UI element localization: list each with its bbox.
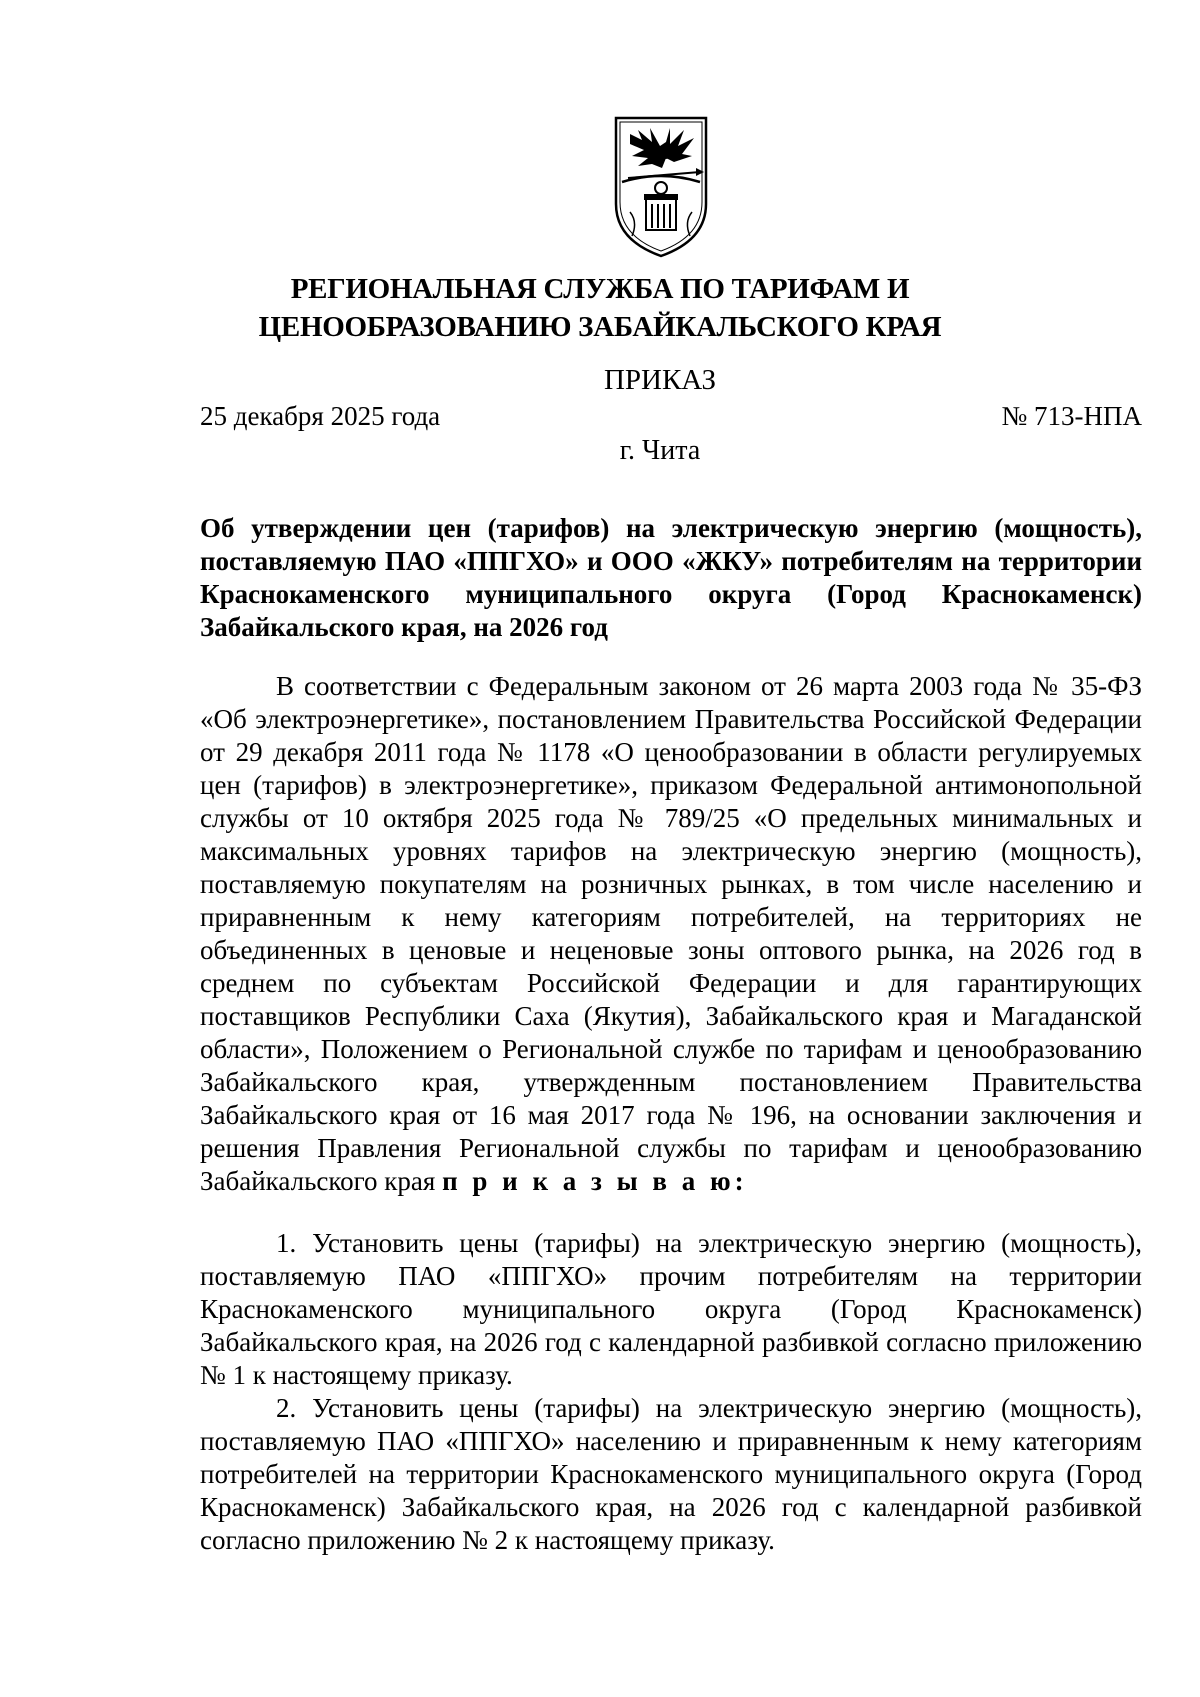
agency-title bbox=[150, 270, 1050, 346]
document-number: № 713-НПА bbox=[1001, 401, 1142, 431]
document-city: г. Чита bbox=[619, 435, 701, 466]
coat-of-arms-icon bbox=[608, 112, 714, 260]
document-date: 25 декабря 2025 года bbox=[200, 401, 441, 431]
preamble-paragraph bbox=[200, 670, 1142, 1198]
order-item-1-text: 1. Установить цены (тарифы) на электрическую энергию (мощность), поставляемую ПАО «ППГХО» прочим потребителям на территории Краснокаменского муниципального округа (Город Краснокаменск) Забайкальского края, на 2026 год с календарной разбивкой согласно приложению № 1 к настоящему приказу. bbox=[200, 1228, 1142, 1390]
agency-title-line-2: ЦЕНООБРАЗОВАНИЮ ЗАБАЙКАЛЬСКОГО КРАЯ bbox=[258, 311, 942, 343]
order-item-2-text: 2. Установить цены (тарифы) на электрическую энергию (мощность), поставляемую ПАО «ППГХО» населению и приравненным к нему категориям потребителей на территории Краснокаменского муниципального округа (Город Краснокаменск) Забайкальского края, на 2026 год с календарной разбивкой согласно приложению № 2 к настоящему приказу. bbox=[200, 1393, 1142, 1555]
agency-title-line-1: РЕГИОНАЛЬНАЯ СЛУЖБА ПО ТАРИФАМ И bbox=[290, 273, 910, 305]
order-word: п р и к а з ы в а ю: bbox=[442, 1166, 748, 1196]
order-item-1 bbox=[200, 1227, 1142, 1392]
preamble-text: В соответствии с Федеральным законом от 26 марта 2003 года № 35-ФЗ «Об электроэнергетике», постановлением Правительства Российской Федерации от 29 декабря 2011 года № 1178 «О ценообразовании в области регулируемых цен (тарифов) в электроэнергетике», приказом Федеральной антимонопольной службы от 10 октября 2025 года № 789/25 «О предельных минимальных и максимальных уровнях тарифов на электрическую энергию (мощность), поставляемую покупателям на розничных рынках, в том числе населению и приравненным к нему категориям потребителей, на территориях не объединенных в ценовые и неценовые зоны оптового рынка, на 2026 год в среднем по субъектам Российской Федерации и для гарантирующих поставщиков Республики Саха (Якутия), Забайкальского края и Магаданской области», Положением о Региональной службе по тарифам и ценообразованию Забайкальского края, утвержденным постановлением Правительства Забайкальского края от 16 мая 2017 года № 196, на основании заключения и решения Правления Региональной службы по тарифам и ценообразованию Забайкальского края bbox=[200, 671, 1142, 1196]
order-item-2 bbox=[200, 1392, 1142, 1557]
document-type: ПРИКАЗ bbox=[603, 364, 717, 396]
document-subject: Об утверждении цен (тарифов) на электрическую энергию (мощность), поставляемую ПАО «ППГХО» и ООО «ЖКУ» потребителям на территории Краснокаменского муниципального округа (Город Краснокаменск) Забайкальского края, на 2026 год bbox=[200, 513, 1142, 642]
